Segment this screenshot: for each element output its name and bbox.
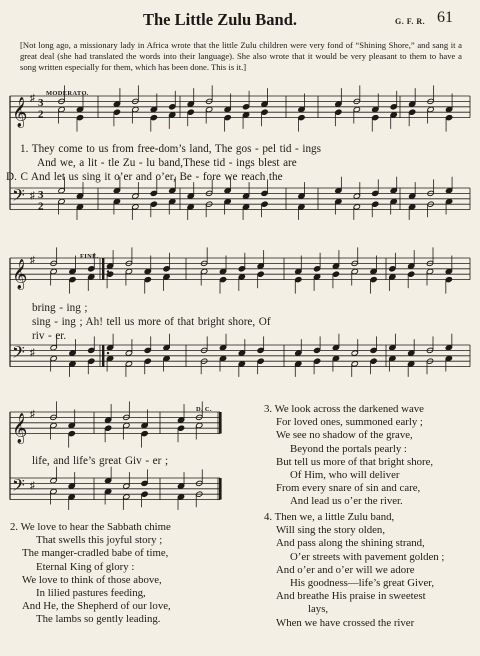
verse-line: His goodness—life’s great Giver, — [290, 577, 435, 590]
note-head — [144, 358, 151, 364]
note-head — [106, 345, 113, 351]
verse-line: Eternal King of glory : — [36, 560, 135, 573]
note-head — [68, 422, 75, 428]
note-head — [76, 193, 83, 199]
note-head — [58, 188, 65, 194]
note-head — [353, 204, 360, 210]
note-head — [370, 358, 377, 364]
time-signature: 3 — [38, 188, 44, 201]
note-head — [177, 425, 184, 431]
note-head — [144, 276, 151, 282]
lyric-line: bring - ing ; — [32, 302, 88, 314]
note-head — [68, 494, 75, 500]
bass-clef-icon: 𝄢 — [12, 475, 25, 500]
note-head — [242, 104, 249, 110]
sharp-icon: ♯ — [30, 93, 35, 105]
verse-line: The manger-cradled babe of time, — [22, 547, 169, 560]
note-head — [68, 483, 75, 489]
note-head — [298, 193, 305, 199]
note-head — [50, 488, 57, 494]
note-head — [295, 350, 302, 356]
note-head — [257, 263, 264, 269]
note-head — [50, 268, 57, 274]
note-head — [50, 422, 57, 428]
note-head — [372, 190, 379, 196]
note-head — [389, 355, 396, 361]
verse-line: The lambs so gently leading. — [36, 613, 161, 626]
verse-4 — [264, 511, 444, 630]
note-head — [76, 106, 83, 112]
note-head — [169, 104, 176, 110]
note-head — [113, 188, 120, 194]
note-head — [201, 268, 208, 274]
note-head — [332, 345, 339, 351]
note-head — [353, 193, 360, 199]
note-head — [409, 101, 416, 107]
verse-line: 4. Then we, a little Zulu band, — [264, 511, 395, 523]
note-head — [58, 106, 65, 112]
note-head — [141, 480, 148, 486]
note-head — [332, 355, 339, 361]
lyric-line: D. C And let us sing it o’er and o’er, Be - fore we reach the — [6, 171, 283, 183]
note-head — [351, 350, 358, 356]
note-head — [106, 355, 113, 361]
note-head — [224, 188, 231, 194]
note-head — [163, 345, 170, 351]
note-head — [106, 263, 113, 269]
note-head — [104, 417, 111, 423]
note-head — [261, 201, 268, 207]
composer-initials: G. F. R. — [395, 17, 426, 26]
note-head — [408, 361, 415, 367]
note-head — [409, 204, 416, 210]
verse-line: Beyond the portals pearly : — [290, 442, 407, 455]
note-head — [242, 112, 249, 118]
note-head — [445, 276, 452, 282]
bass-clef-icon: 𝄢 — [12, 185, 25, 210]
note-head — [313, 274, 320, 280]
verse-line: We love to think of those above, — [22, 573, 162, 586]
note-head — [150, 201, 157, 207]
note-head — [390, 104, 397, 110]
note-head — [445, 268, 452, 274]
note-head — [261, 190, 268, 196]
note-head — [242, 204, 249, 210]
note-head — [353, 106, 360, 112]
note-head — [332, 271, 339, 277]
note-head — [177, 494, 184, 500]
note-head — [50, 355, 57, 361]
sharp-icon: ♯ — [30, 480, 35, 492]
lyric-line: riv - er. — [32, 330, 67, 342]
verse-line: In lilied pastures feeding, — [36, 587, 146, 600]
note-head — [257, 358, 264, 364]
note-head — [261, 109, 268, 115]
repeat-dot — [107, 352, 109, 354]
note-head — [295, 361, 302, 367]
note-head — [372, 114, 379, 120]
note-head — [408, 350, 415, 356]
note-head — [298, 114, 305, 120]
note-head — [177, 417, 184, 423]
note-head — [187, 204, 194, 210]
note-head — [150, 106, 157, 112]
song-title: The Little Zulu Band. — [142, 10, 298, 29]
verse-line: For loved ones, summoned early ; — [276, 416, 423, 429]
note-head — [219, 355, 226, 361]
dc-marking: D. C. — [196, 406, 212, 413]
lyric-line: 1. They come to us from free-dom’s land, The gos - pel tid - ings — [20, 143, 321, 155]
note-head — [445, 355, 452, 361]
sharp-icon: ♯ — [30, 255, 35, 267]
repeat-bar — [102, 258, 104, 280]
note-head — [163, 266, 170, 272]
note-head — [88, 266, 95, 272]
note-head — [219, 268, 226, 274]
note-head — [224, 114, 231, 120]
note-head — [390, 188, 397, 194]
note-head — [132, 193, 139, 199]
note-head — [144, 347, 151, 353]
note-head — [445, 106, 452, 112]
bass-clef-icon: 𝄢 — [12, 342, 25, 367]
lyric-line: sing - ing ; Ah! tell us more of that bright shore, Of — [32, 316, 271, 328]
note-head — [389, 274, 396, 280]
final-bar — [219, 478, 222, 500]
note-head — [238, 274, 245, 280]
note-head — [132, 106, 139, 112]
note-head — [335, 101, 342, 107]
note-head — [332, 263, 339, 269]
note-head — [177, 483, 184, 489]
note-head — [409, 109, 416, 115]
note-head — [88, 347, 95, 353]
repeat-bar — [102, 345, 104, 367]
note-head — [123, 422, 130, 428]
treble-clef-icon: 𝄞 — [12, 413, 28, 444]
note-head — [427, 106, 434, 112]
sharp-icon: ♯ — [30, 347, 35, 359]
note-head — [76, 204, 83, 210]
treble-clef-icon: 𝄞 — [12, 97, 28, 128]
note-head — [113, 109, 120, 115]
note-head — [141, 422, 148, 428]
note-head — [150, 114, 157, 120]
note-head — [238, 361, 245, 367]
note-head — [313, 347, 320, 353]
note-head — [390, 198, 397, 204]
note-head — [224, 106, 231, 112]
page-number: 61 — [437, 9, 453, 26]
note-head — [196, 422, 203, 428]
treble-clef-icon: 𝄞 — [12, 259, 28, 290]
note-head — [113, 198, 120, 204]
note-head — [187, 101, 194, 107]
note-head — [50, 478, 57, 484]
intro-note: [Not long ago, a missionary lady in Africa wrote that the little Zulu children were very fond of “Shining Shore,” and sang it a great deal (she had translated the words into their language). She also wrote that it would be very pleasant to them to have a song written especially for them, which has been done. This is it.] — [20, 40, 462, 72]
note-head — [261, 101, 268, 107]
fine-marking: FINE. — [80, 253, 99, 260]
note-head — [123, 483, 130, 489]
verse-line: O’er streets with pavement golden ; — [290, 550, 445, 563]
note-head — [408, 263, 415, 269]
note-head — [69, 361, 76, 367]
note-head — [295, 276, 302, 282]
note-head — [351, 361, 358, 367]
note-head — [69, 350, 76, 356]
note-head — [68, 430, 75, 436]
note-head — [370, 268, 377, 274]
tempo-marking: MODERATO. — [46, 90, 89, 97]
note-head — [125, 350, 132, 356]
note-head — [144, 268, 151, 274]
note-head — [50, 345, 57, 351]
verse-line: Will sing the story olden, — [276, 524, 386, 537]
verse-line: And breathe His praise in sweetest — [276, 590, 426, 603]
note-head — [104, 488, 111, 494]
note-head — [88, 274, 95, 280]
sharp-icon: ♯ — [30, 190, 35, 202]
note-head — [257, 347, 264, 353]
verse-2 — [10, 521, 171, 627]
note-head — [219, 345, 226, 351]
verse-line: And lead us o’er the river. — [290, 495, 403, 508]
note-head — [426, 268, 433, 274]
note-head — [69, 276, 76, 282]
verse-line: 3. We look across the darkened wave — [264, 403, 424, 415]
note-head — [389, 345, 396, 351]
note-head — [206, 106, 213, 112]
note-head — [313, 266, 320, 272]
verse-line: When we have crossed the river — [276, 616, 415, 629]
note-head — [141, 491, 148, 497]
note-head — [125, 361, 132, 367]
note-head — [257, 271, 264, 277]
note-head — [141, 430, 148, 436]
note-head — [370, 347, 377, 353]
note-head — [445, 114, 452, 120]
verse-line: That swells this joyful story ; — [36, 534, 163, 547]
note-head — [169, 188, 176, 194]
note-head — [113, 101, 120, 107]
note-head — [313, 358, 320, 364]
note-head — [298, 106, 305, 112]
note-head — [238, 266, 245, 272]
lyric-line: And we, a lit - tle Zu - lu band,These tid - ings blest are — [37, 157, 297, 169]
verse-line: We see no shadow of the grave, — [276, 429, 413, 442]
note-head — [372, 201, 379, 207]
time-signature: 3 — [38, 96, 44, 109]
time-signature: 2 — [38, 200, 44, 213]
note-head — [445, 188, 452, 194]
note-head — [163, 355, 170, 361]
note-head — [125, 268, 132, 274]
note-head — [238, 350, 245, 356]
note-head — [445, 198, 452, 204]
final-bar — [219, 412, 222, 434]
note-head — [408, 271, 415, 277]
verse-line: From every snare of sin and care, — [276, 482, 421, 495]
verse-line: But tell us more of that bright shore, — [276, 455, 434, 468]
note-head — [169, 112, 176, 118]
note-head — [351, 268, 358, 274]
note-head — [104, 425, 111, 431]
note-head — [242, 193, 249, 199]
verse-line: And pass along the shining strand, — [276, 537, 425, 550]
verse-3 — [264, 403, 433, 509]
verse-line: lays, — [308, 603, 329, 616]
verse-line: And He, the Shepherd of our love, — [22, 600, 171, 613]
note-head — [104, 478, 111, 484]
note-head — [409, 193, 416, 199]
note-head — [132, 204, 139, 210]
note-head — [389, 266, 396, 272]
note-head — [123, 494, 130, 500]
note-head — [187, 109, 194, 115]
note-head — [295, 268, 302, 274]
note-head — [335, 188, 342, 194]
note-head — [169, 198, 176, 204]
time-signature: 2 — [38, 108, 44, 121]
verse-line: Of Him, who will deliver — [290, 469, 400, 482]
verse-line: And o’er and o’er will we adore — [276, 563, 415, 576]
lyric-line: life, and life’s great Giv - er ; — [32, 455, 169, 467]
note-head — [76, 114, 83, 120]
note-head — [219, 276, 226, 282]
note-head — [163, 274, 170, 280]
note-head — [335, 198, 342, 204]
note-head — [187, 193, 194, 199]
note-head — [372, 106, 379, 112]
note-head — [58, 198, 65, 204]
note-head — [335, 109, 342, 115]
note-head — [390, 112, 397, 118]
sharp-icon: ♯ — [30, 409, 35, 421]
note-head — [150, 190, 157, 196]
note-head — [370, 276, 377, 282]
verse-line: 2. We love to hear the Sabbath chime — [10, 521, 171, 533]
note-head — [445, 345, 452, 351]
note-head — [298, 204, 305, 210]
note-head — [88, 358, 95, 364]
note-head — [69, 268, 76, 274]
note-head — [224, 198, 231, 204]
